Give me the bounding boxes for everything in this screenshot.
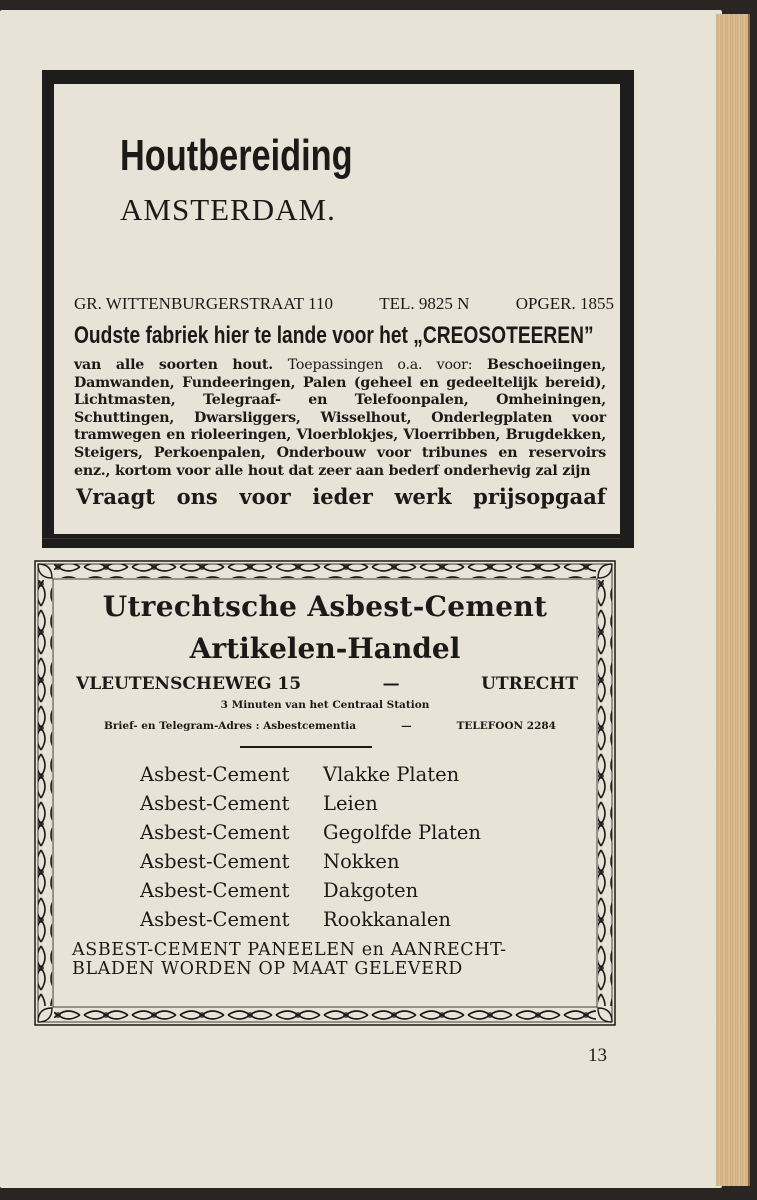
ad1-call-to-action bbox=[76, 484, 606, 509]
ad2-footer bbox=[72, 941, 572, 979]
ad2-product-list bbox=[140, 760, 481, 934]
ad2-telegram-line bbox=[104, 720, 556, 732]
cta-word: ons bbox=[176, 484, 218, 509]
ad2-minutes: 3 Minuten van het Centraal Station bbox=[220, 699, 430, 711]
ad2-dash: — bbox=[382, 674, 400, 694]
ad2-heading-2: Artikelen-Handel bbox=[189, 632, 461, 665]
ad1-body bbox=[74, 357, 606, 480]
product-row bbox=[140, 847, 481, 876]
ad1-phone: TEL. 9825 N bbox=[379, 294, 470, 313]
product-brand: Asbest-Cement bbox=[140, 850, 290, 873]
ad1-city: AMSTERDAM. bbox=[120, 192, 336, 227]
ad1-contact-line bbox=[74, 294, 614, 314]
advertisement-houtbereiding bbox=[42, 70, 634, 548]
ad2-footer-line-1: ASBEST-CEMENT PANEELEN en AANRECHT- bbox=[72, 940, 507, 960]
ad2-telephone: TELEFOON 2284 bbox=[456, 720, 556, 732]
cta-word: ieder bbox=[312, 484, 373, 509]
product-brand: Asbest-Cement bbox=[140, 792, 290, 815]
product-item: Gegolfde Platen bbox=[323, 821, 481, 844]
product-row bbox=[140, 818, 481, 847]
ad2-telegram: Brief- en Telegram-Adres : Asbestcementia bbox=[104, 720, 357, 732]
ad1-title: Houtbereiding bbox=[120, 131, 353, 180]
product-item: Nokken bbox=[323, 850, 400, 873]
ad2-street: VLEUTENSCHEWEG 15 bbox=[76, 674, 302, 694]
product-row bbox=[140, 876, 481, 905]
product-row bbox=[140, 760, 481, 789]
page-number: 13 bbox=[588, 1045, 607, 1066]
cta-word: Vraagt bbox=[76, 484, 155, 509]
product-brand: Asbest-Cement bbox=[140, 879, 290, 902]
page-edges bbox=[716, 14, 750, 1186]
product-brand: Asbest-Cement bbox=[140, 821, 290, 844]
separator-rule bbox=[42, 538, 620, 539]
cta-word: prijsopgaaf bbox=[473, 484, 606, 509]
ad2-address-line bbox=[76, 674, 578, 694]
ad1-body-rest: Beschoeiingen, Damwanden, Fundeeringen, Palen (geheel en gedeeltelijk bereid), Lichtmasten, Telegraaf- en Telefoonpalen, Omheiningen, Schuttingen, Dwarsliggers, Wisselhout, Onderlegplaten voor tramwegen en rioleeringen, Vloerblokjes, Vloerribben, Brugdekken, Steigers, Perkoenpalen, Onderbouw voor tribunes en reservoirs enz., kortom voor alle hout dat zeer aan bederf onderhevig zal zijn bbox=[74, 357, 606, 479]
cta-word: voor bbox=[239, 484, 291, 509]
ad1-body-uses: Toepassingen o.a. voor: bbox=[287, 357, 473, 373]
advertisement-asbest-cement bbox=[34, 560, 616, 1026]
product-row bbox=[140, 905, 481, 934]
ad2-city: UTRECHT bbox=[481, 674, 578, 694]
product-brand: Asbest-Cement bbox=[140, 908, 290, 931]
product-item: Dakgoten bbox=[323, 879, 419, 902]
cta-word: werk bbox=[394, 484, 452, 509]
ad2-divider bbox=[240, 746, 372, 748]
product-item: Leien bbox=[323, 792, 378, 815]
product-item: Vlakke Platen bbox=[323, 763, 460, 786]
product-row bbox=[140, 789, 481, 818]
ad1-address: GR. WITTENBURGERSTRAAT 110 bbox=[74, 294, 333, 313]
product-brand: Asbest-Cement bbox=[140, 763, 290, 786]
ad2-dash-small: — bbox=[401, 720, 412, 732]
ad1-body-lead: van alle soorten hout. bbox=[74, 357, 274, 373]
ad1-founded: OPGER. 1855 bbox=[515, 294, 614, 313]
product-item: Rookkanalen bbox=[323, 908, 451, 931]
ad2-heading-1: Utrechtsche Asbest-Cement bbox=[102, 590, 548, 623]
ad2-footer-line-2: BLADEN WORDEN OP MAAT GELEVERD bbox=[72, 959, 463, 979]
ad1-subtitle: Oudste fabriek hier te lande voor het „CREOSOTEEREN” bbox=[74, 322, 594, 349]
